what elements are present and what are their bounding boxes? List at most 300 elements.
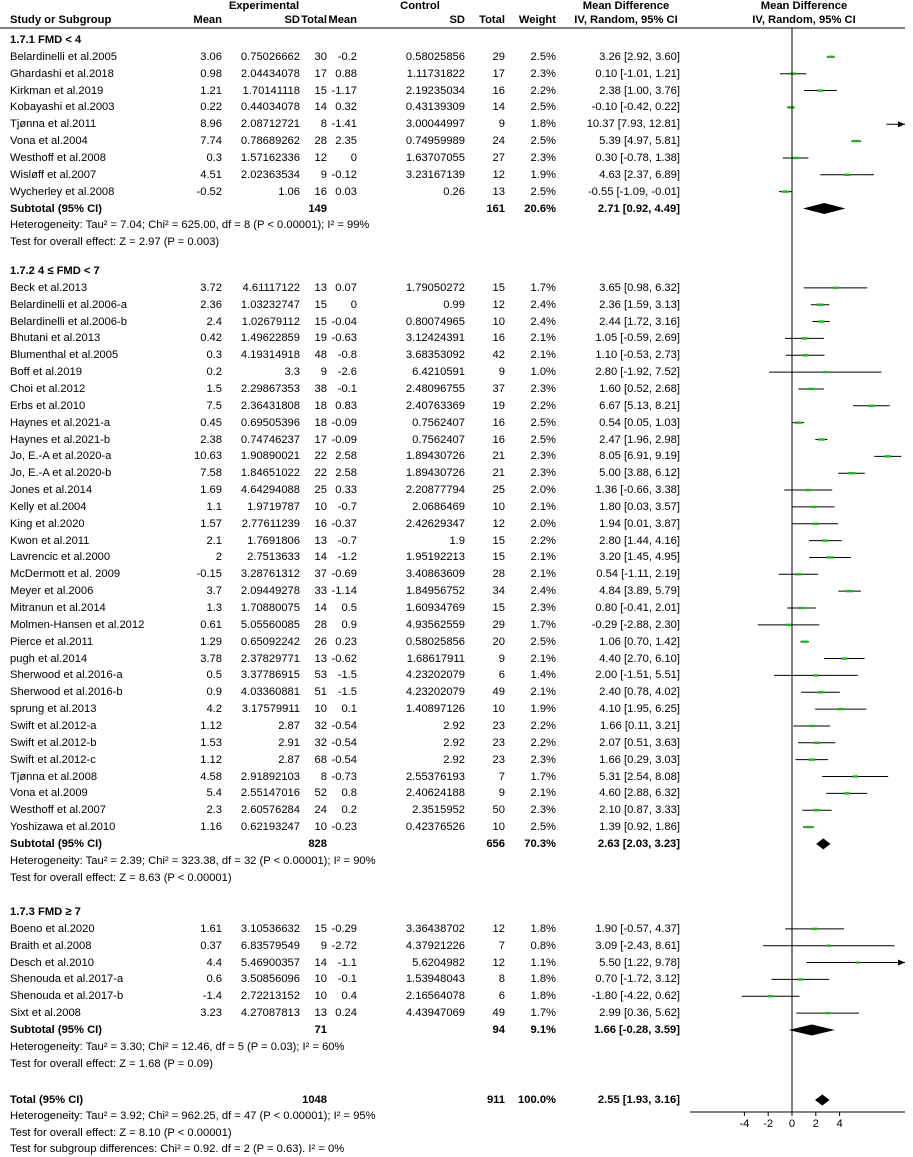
study-name: Blumenthal et al.2005 (10, 349, 119, 362)
ctl-sd: 4.37921226 (405, 939, 465, 952)
ctl-mean: -0.54 (331, 736, 357, 749)
study-weight: 2.4% (530, 585, 556, 598)
exp-sd: 2.87 (278, 753, 300, 766)
study-ci: 4.63 [2.37, 6.89] (599, 168, 680, 181)
ctl-mean: 0.24 (335, 1007, 357, 1020)
study-ci: -0.55 [-1.09, -0.01] (587, 185, 680, 198)
exp-total: 19 (314, 332, 327, 345)
study-name: Belardinelli et al.2006-b (10, 315, 127, 328)
exp-mean: 1.61 (200, 922, 222, 935)
study-name: King et al.2020 (10, 517, 85, 530)
ctl-sd: 1.40897126 (405, 703, 465, 716)
ctl-sd: 4.93562559 (405, 618, 465, 631)
ctl-total: 16 (492, 84, 505, 97)
exp-mean: 3.7 (206, 585, 222, 598)
study-ci: 1.36 [-0.66, 3.38] (595, 484, 680, 497)
ctl-sd: 2.3515952 (412, 804, 465, 817)
study-2-2-point (855, 961, 859, 963)
study-2-1-point (827, 945, 831, 947)
exp-mean: 0.3 (206, 151, 222, 164)
study-name: Sherwood et al.2016-a (10, 669, 123, 682)
study-weight: 2.5% (530, 635, 556, 648)
study-ci: 2.40 [0.78, 4.02] (599, 686, 680, 699)
exp-sd: 0.69505396 (240, 416, 300, 429)
study-name: Erbs et al.2010 (10, 399, 86, 412)
ctl-sd: 2.55376193 (405, 770, 465, 783)
study-weight: 2.3% (530, 467, 556, 480)
ctl-mean: 0.4 (341, 990, 357, 1003)
ctl-mean: -0.73 (331, 770, 357, 783)
ctl-mean: -1.14 (331, 585, 357, 598)
ctl-sd: 1.95192213 (405, 551, 465, 564)
exp-total: 18 (314, 416, 327, 429)
study-name: Braith et al.2008 (10, 939, 92, 952)
study-name: Choi et al.2012 (10, 382, 86, 395)
ctl-sd: 2.0686469 (412, 500, 465, 513)
study-weight: 1.7% (530, 1007, 556, 1020)
exp-sd: 2.55147016 (240, 787, 300, 800)
study-1-18-point (846, 590, 853, 592)
exp-total: 51 (314, 686, 327, 699)
study-weight: 2.5% (530, 50, 556, 63)
study-name: Kirkman et al.2019 (10, 84, 104, 97)
total-exp: 1048 (302, 1094, 327, 1106)
exp-mean: 5.4 (206, 787, 222, 800)
study-name: Bhutani et al.2013 (10, 332, 101, 345)
subgroup-heterogeneity: Heterogeneity: Tau² = 7.04; Chi² = 625.00, df = 8 (P < 0.00001); I² = 99% (10, 219, 370, 232)
study-weight: 2.1% (530, 568, 556, 581)
study-ci: 4.10 [1.95, 6.25] (599, 703, 680, 716)
exp-mean: 0.45 (200, 416, 222, 429)
study-weight: 1.0% (530, 366, 556, 379)
exp-total: 17 (314, 433, 327, 446)
exp-sd: 1.9719787 (247, 500, 300, 513)
study-name: Vona et al.2004 (10, 135, 88, 148)
ctl-total: 16 (492, 433, 505, 446)
study-ci: -0.10 [-0.42, 0.22] (591, 101, 680, 114)
ctl-sd: 1.84956752 (405, 585, 465, 598)
x-tick-label: 0 (788, 1118, 796, 1130)
ctl-sd: 2.40624188 (405, 787, 465, 800)
exp-total: 14 (314, 956, 327, 969)
study-weight: 2.1% (530, 652, 556, 665)
ctl-sd: 3.40863609 (405, 568, 465, 581)
ctl-mean: -1.2 (337, 551, 357, 564)
subtotal-ci: 1.66 [-0.28, 3.59] (594, 1023, 680, 1036)
header-mean-difference-col: Mean Difference (582, 0, 670, 12)
study-name: pugh et al.2014 (10, 652, 88, 665)
exp-sd: 4.61117122 (242, 281, 300, 294)
ctl-mean: -0.7 (337, 500, 357, 513)
header-mean-exp: Mean (193, 14, 222, 26)
ctl-sd: 2.19235034 (405, 84, 465, 97)
exp-sd: 1.02679112 (241, 315, 300, 328)
subtotal-weight: 20.6% (524, 202, 556, 215)
study-ci: 1.60 [0.52, 2.68] (599, 382, 680, 395)
header-experimental: Experimental (228, 0, 300, 12)
group-title: 1.7.1 FMD < 4 (10, 34, 82, 46)
study-ci: 1.10 [-0.53, 2.73] (595, 349, 680, 362)
exp-mean: 10.63 (194, 450, 222, 463)
study-weight: 2.1% (530, 349, 556, 362)
study-weight: 2.3% (530, 450, 556, 463)
study-weight: 2.3% (530, 753, 556, 766)
study-1-10-point (884, 455, 891, 457)
study-1-21-point (801, 641, 808, 643)
ctl-sd: 0.7562407 (412, 416, 465, 429)
exp-sd: 5.46900357 (240, 956, 300, 969)
subtotal-label: Subtotal (95% CI) (10, 1023, 102, 1036)
study-weight: 2.5% (530, 416, 556, 429)
exp-total: 32 (314, 736, 327, 749)
study-ci: 3.09 [-2.43, 8.61] (595, 939, 680, 952)
exp-total: 25 (314, 484, 327, 497)
study-name: Tjønna et al.2008 (10, 770, 98, 783)
study-1-14-point (812, 523, 818, 525)
subgroup-heterogeneity: Heterogeneity: Tau² = 2.39; Chi² = 323.38, df = 32 (P < 0.00001); I² = 90% (10, 854, 376, 867)
exp-total: 16 (314, 185, 327, 198)
ctl-total: 9 (498, 787, 505, 800)
footer-line: Heterogeneity: Tau² = 3.92; Chi² = 962.25, df = 47 (P < 0.00001); I² = 95% (10, 1110, 376, 1122)
study-2-3-point (798, 978, 804, 980)
exp-sd: 1.7691806 (247, 534, 300, 547)
exp-total: 10 (314, 973, 327, 986)
subgroup-overall-effect: Test for overall effect: Z = 1.68 (P = 0.09) (10, 1057, 213, 1070)
total-diamond (815, 1095, 830, 1106)
study-ci: 6.67 [5.13, 8.21] (599, 399, 680, 412)
exp-sd: 2.09449278 (240, 585, 300, 598)
study-weight: 2.1% (530, 332, 556, 345)
ctl-mean: 0.83 (335, 399, 357, 412)
exp-total: 53 (314, 669, 327, 682)
subtotal-2-diamond (789, 1024, 835, 1035)
study-1-0-point (833, 287, 838, 289)
exp-total: 30 (314, 50, 327, 63)
header-sd-exp: SD (284, 14, 300, 26)
ctl-sd: 3.68353092 (405, 349, 465, 362)
exp-mean: 0.6 (206, 973, 222, 986)
ctl-mean: 0.07 (335, 281, 357, 294)
study-weight: 1.7% (530, 770, 556, 783)
ctl-total: 10 (492, 821, 505, 834)
ctl-total: 29 (492, 618, 505, 631)
exp-sd: 1.70880075 (240, 602, 300, 614)
study-ci: 0.30 [-0.78, 1.38] (595, 151, 680, 164)
study-name: Swift et al.2012-b (10, 736, 97, 749)
study-ci: 2.47 [1.96, 2.98] (599, 433, 680, 446)
ctl-mean: -1.41 (331, 118, 357, 131)
ctl-total: 14 (492, 101, 505, 114)
exp-mean: 1.69 (200, 484, 222, 497)
exp-sd: 0.75026662 (240, 50, 300, 63)
ctl-sd: 1.11731822 (406, 67, 465, 80)
exp-sd: 3.17579911 (241, 703, 300, 716)
study-weight: 2.3% (530, 382, 556, 395)
exp-mean: 7.74 (200, 135, 222, 148)
ctl-total: 15 (492, 551, 505, 564)
exp-total: 13 (314, 281, 327, 294)
study-name: Wycherley et al.2008 (10, 185, 115, 198)
study-ci: 2.80 [-1.92, 7.52] (595, 366, 680, 379)
ctl-total: 7 (498, 939, 505, 952)
exp-mean: 2 (215, 551, 222, 564)
ctl-sd: 2.92 (443, 736, 465, 749)
exp-total: 15 (314, 84, 327, 97)
ctl-mean: 0.23 (335, 635, 357, 648)
total-ctl: 911 (486, 1094, 505, 1106)
study-weight: 2.5% (530, 101, 556, 114)
study-weight: 1.8% (530, 922, 556, 935)
exp-total: 52 (314, 787, 327, 800)
ctl-mean: -0.8 (337, 349, 357, 362)
exp-mean: 3.78 (200, 652, 222, 665)
study-ci: 8.05 [6.91, 9.19] (599, 450, 680, 463)
study-ci: 2.07 [0.51, 3.63] (599, 736, 680, 749)
ctl-mean: 0.8 (341, 787, 357, 800)
study-weight: 2.4% (530, 315, 556, 328)
ctl-mean: -0.2 (337, 50, 357, 63)
exp-mean: 0.61 (200, 618, 222, 631)
study-weight: 2.2% (530, 399, 556, 412)
study-name: sprung et al.2013 (10, 703, 97, 716)
exp-sd: 4.03360881 (240, 686, 300, 699)
study-name: Wisløff et al.2007 (10, 168, 97, 181)
ctl-sd: 0.26 (443, 185, 465, 198)
x-tick-label: 4 (836, 1118, 843, 1130)
header-sd-ctl: SD (449, 14, 465, 26)
ctl-mean: -0.1 (337, 382, 357, 395)
exp-total: 28 (314, 618, 327, 631)
ctl-mean: -1.5 (337, 669, 357, 682)
header-total-ctl: Total (479, 14, 505, 26)
ctl-mean: -0.62 (331, 652, 357, 665)
study-name: Boeno et al.2020 (10, 922, 95, 935)
exp-total: 68 (314, 753, 327, 766)
ctl-mean: -0.63 (331, 332, 357, 345)
exp-mean: 1.12 (200, 719, 222, 732)
exp-sd: 0.62193247 (240, 821, 300, 834)
study-ci: 0.54 [-1.11, 2.19] (596, 568, 680, 581)
exp-mean: 0.98 (200, 67, 222, 80)
study-weight: 2.5% (530, 821, 556, 834)
study-1-1-point (817, 304, 824, 306)
exp-sd: 0.74746237 (240, 433, 300, 446)
ctl-mean: -0.04 (331, 315, 357, 328)
study-1-19-point (798, 607, 805, 609)
ctl-mean: -2.6 (337, 366, 357, 379)
study-name: Westhoff et al.2007 (10, 804, 106, 817)
exp-sd: 2.08712721 (240, 118, 300, 131)
ctl-total: 23 (492, 736, 505, 749)
exp-sd: 3.50856096 (240, 973, 300, 986)
study-0-5-point (853, 140, 860, 142)
ctl-mean: -0.54 (331, 719, 357, 732)
study-1-8-point (795, 421, 802, 423)
study-0-8-point (782, 190, 789, 192)
ctl-sd: 4.23202079 (405, 669, 465, 682)
study-name: Jones et al.2014 (10, 484, 93, 497)
ctl-total: 12 (492, 956, 505, 969)
exp-mean: 1.12 (200, 753, 222, 766)
exp-sd: 3.28761312 (240, 568, 300, 581)
study-1-16-point (827, 556, 833, 558)
ctl-total: 12 (492, 298, 505, 311)
exp-sd: 6.83579549 (240, 939, 300, 952)
ctl-total: 15 (492, 281, 505, 294)
exp-mean: 2.3 (206, 804, 222, 817)
study-1-27-point (813, 742, 819, 744)
exp-sd: 4.27087813 (240, 1007, 300, 1020)
ctl-total: 9 (498, 118, 505, 131)
exp-total: 15 (314, 298, 327, 311)
study-weight: 2.2% (530, 736, 556, 749)
exp-sd: 1.84651022 (240, 467, 300, 480)
study-ci: 1.80 [0.03, 3.57] (599, 500, 680, 513)
study-1-26-point (809, 725, 815, 727)
ctl-total: 27 (492, 151, 505, 164)
ctl-sd: 3.36438702 (405, 922, 465, 935)
ctl-total: 17 (492, 67, 505, 80)
ctl-sd: 1.89430726 (405, 450, 465, 463)
exp-total: 28 (314, 135, 327, 148)
subgroup-overall-effect: Test for overall effect: Z = 2.97 (P = 0.003) (10, 236, 220, 249)
exp-total: 26 (314, 635, 327, 648)
ctl-sd: 5.6204982 (412, 956, 465, 969)
subtotal-ci: 2.63 [2.03, 3.23] (597, 837, 680, 850)
study-name: Molmen-Hansen et al.2012 (10, 618, 145, 631)
header-method-col: IV, Random, 95% CI (574, 14, 678, 26)
study-1-22-point (841, 657, 847, 659)
ctl-mean: -0.09 (331, 433, 357, 446)
study-ci: 1.90 [-0.57, 4.37] (595, 922, 680, 935)
exp-sd: 2.72213152 (240, 990, 300, 1003)
study-name: Kwon et al.2011 (10, 534, 90, 547)
ctl-total: 12 (492, 517, 505, 530)
subtotal-label: Subtotal (95% CI) (10, 202, 102, 215)
ctl-sd: 4.43947069 (405, 1007, 465, 1020)
ctl-sd: 0.99 (443, 298, 465, 311)
study-name: Yoshizawa et al.2010 (10, 821, 116, 834)
study-name: Shenouda et al.2017-b (10, 990, 124, 1003)
study-0-2-point (817, 89, 823, 91)
ctl-total: 37 (492, 382, 505, 395)
study-2-2-arrow (898, 960, 905, 966)
study-name: Meyer et al.2006 (10, 585, 94, 598)
exp-mean: 1.5 (206, 382, 222, 395)
exp-sd: 1.03232747 (240, 298, 300, 311)
exp-sd: 0.65092242 (240, 635, 300, 648)
exp-mean: 1.16 (200, 821, 222, 834)
study-name: Lavrencic et al.2000 (10, 551, 111, 564)
study-name: Swift et al.2012-c (10, 753, 96, 766)
study-weight: 2.1% (530, 686, 556, 699)
study-1-15-point (822, 539, 828, 541)
ctl-total: 49 (492, 686, 505, 699)
study-0-6-point (792, 157, 799, 159)
ctl-total: 29 (492, 50, 505, 63)
exp-total: 8 (320, 118, 327, 131)
study-ci: 4.84 [3.89, 5.79] (599, 585, 680, 598)
exp-sd: 2.77611239 (241, 517, 300, 530)
study-ci: 2.10 [0.87, 3.33] (599, 804, 680, 817)
study-name: Beck et al.2013 (10, 281, 88, 294)
exp-total: 12 (314, 151, 327, 164)
exp-total: 14 (314, 101, 327, 114)
exp-mean: -0.15 (196, 568, 222, 581)
study-weight: 2.5% (530, 185, 556, 198)
exp-sd: 2.29867353 (240, 382, 300, 395)
ctl-total: 28 (492, 568, 505, 581)
exp-sd: 2.02363534 (240, 168, 300, 181)
ctl-total: 42 (492, 349, 505, 362)
exp-sd: 2.60576284 (240, 804, 300, 817)
exp-mean: 7.58 (200, 467, 222, 480)
study-weight: 2.0% (530, 517, 556, 530)
total-weight: 100.0% (518, 1094, 556, 1106)
exp-mean: 2.36 (200, 298, 222, 311)
study-weight: 2.1% (530, 551, 556, 564)
ctl-total: 21 (492, 450, 505, 463)
header-mean-difference-plot: Mean Difference (760, 0, 848, 12)
ctl-total: 12 (492, 922, 505, 935)
ctl-sd: 0.74959989 (405, 135, 465, 148)
study-1-25-point (838, 708, 844, 710)
study-name: Pierce et al.2011 (10, 635, 94, 648)
study-weight: 1.4% (530, 669, 556, 682)
ctl-total: 9 (498, 652, 505, 665)
ctl-mean: -1.5 (337, 686, 357, 699)
study-ci: 1.66 [0.29, 3.03] (599, 753, 680, 766)
ctl-mean: 0.88 (335, 67, 357, 80)
x-tick-label: 2 (812, 1118, 819, 1130)
ctl-total: 6 (498, 990, 505, 1003)
ctl-mean: -2.72 (331, 939, 357, 952)
exp-mean: 0.2 (206, 366, 222, 379)
study-name: Boff et al.2019 (10, 366, 82, 379)
subtotal-0-diamond (803, 203, 845, 214)
study-weight: 2.3% (530, 804, 556, 817)
subtotal-exp-total: 71 (314, 1023, 327, 1036)
ctl-mean: 0 (350, 151, 357, 164)
subgroup-overall-effect: Test for overall effect: Z = 8.63 (P < 0.00001) (10, 871, 232, 884)
ctl-mean: 0.33 (335, 484, 357, 497)
study-1-7-point (868, 405, 874, 407)
ctl-total: 6 (498, 669, 505, 682)
ctl-total: 16 (492, 416, 505, 429)
ctl-mean: 0.5 (341, 602, 357, 614)
study-name: Desch et al.2010 (10, 956, 94, 969)
ctl-total: 23 (492, 719, 505, 732)
study-weight: 1.1% (530, 956, 556, 969)
study-weight: 1.8% (530, 973, 556, 986)
subtotal-ci: 2.71 [0.92, 4.49] (597, 202, 680, 215)
exp-mean: 4.4 (206, 956, 222, 969)
ctl-sd: 0.42376526 (405, 821, 465, 834)
ctl-mean: -0.29 (331, 922, 357, 935)
ctl-mean: 2.58 (335, 450, 357, 463)
study-1-2-point (818, 320, 825, 322)
exp-mean: 2.1 (206, 534, 222, 547)
ctl-sd: 0.80074965 (405, 315, 465, 328)
study-2-4-point (768, 995, 774, 997)
subtotal-ctl-total: 656 (486, 837, 505, 850)
total-ci: 2.55 [1.93, 3.16] (597, 1094, 680, 1106)
study-name: Vona et al.2009 (10, 787, 88, 800)
ctl-sd: 2.48096755 (405, 382, 465, 395)
study-name: Haynes et al.2021-b (10, 433, 111, 446)
subtotal-ctl-total: 94 (492, 1023, 505, 1036)
ctl-sd: 2.20877794 (405, 484, 465, 497)
